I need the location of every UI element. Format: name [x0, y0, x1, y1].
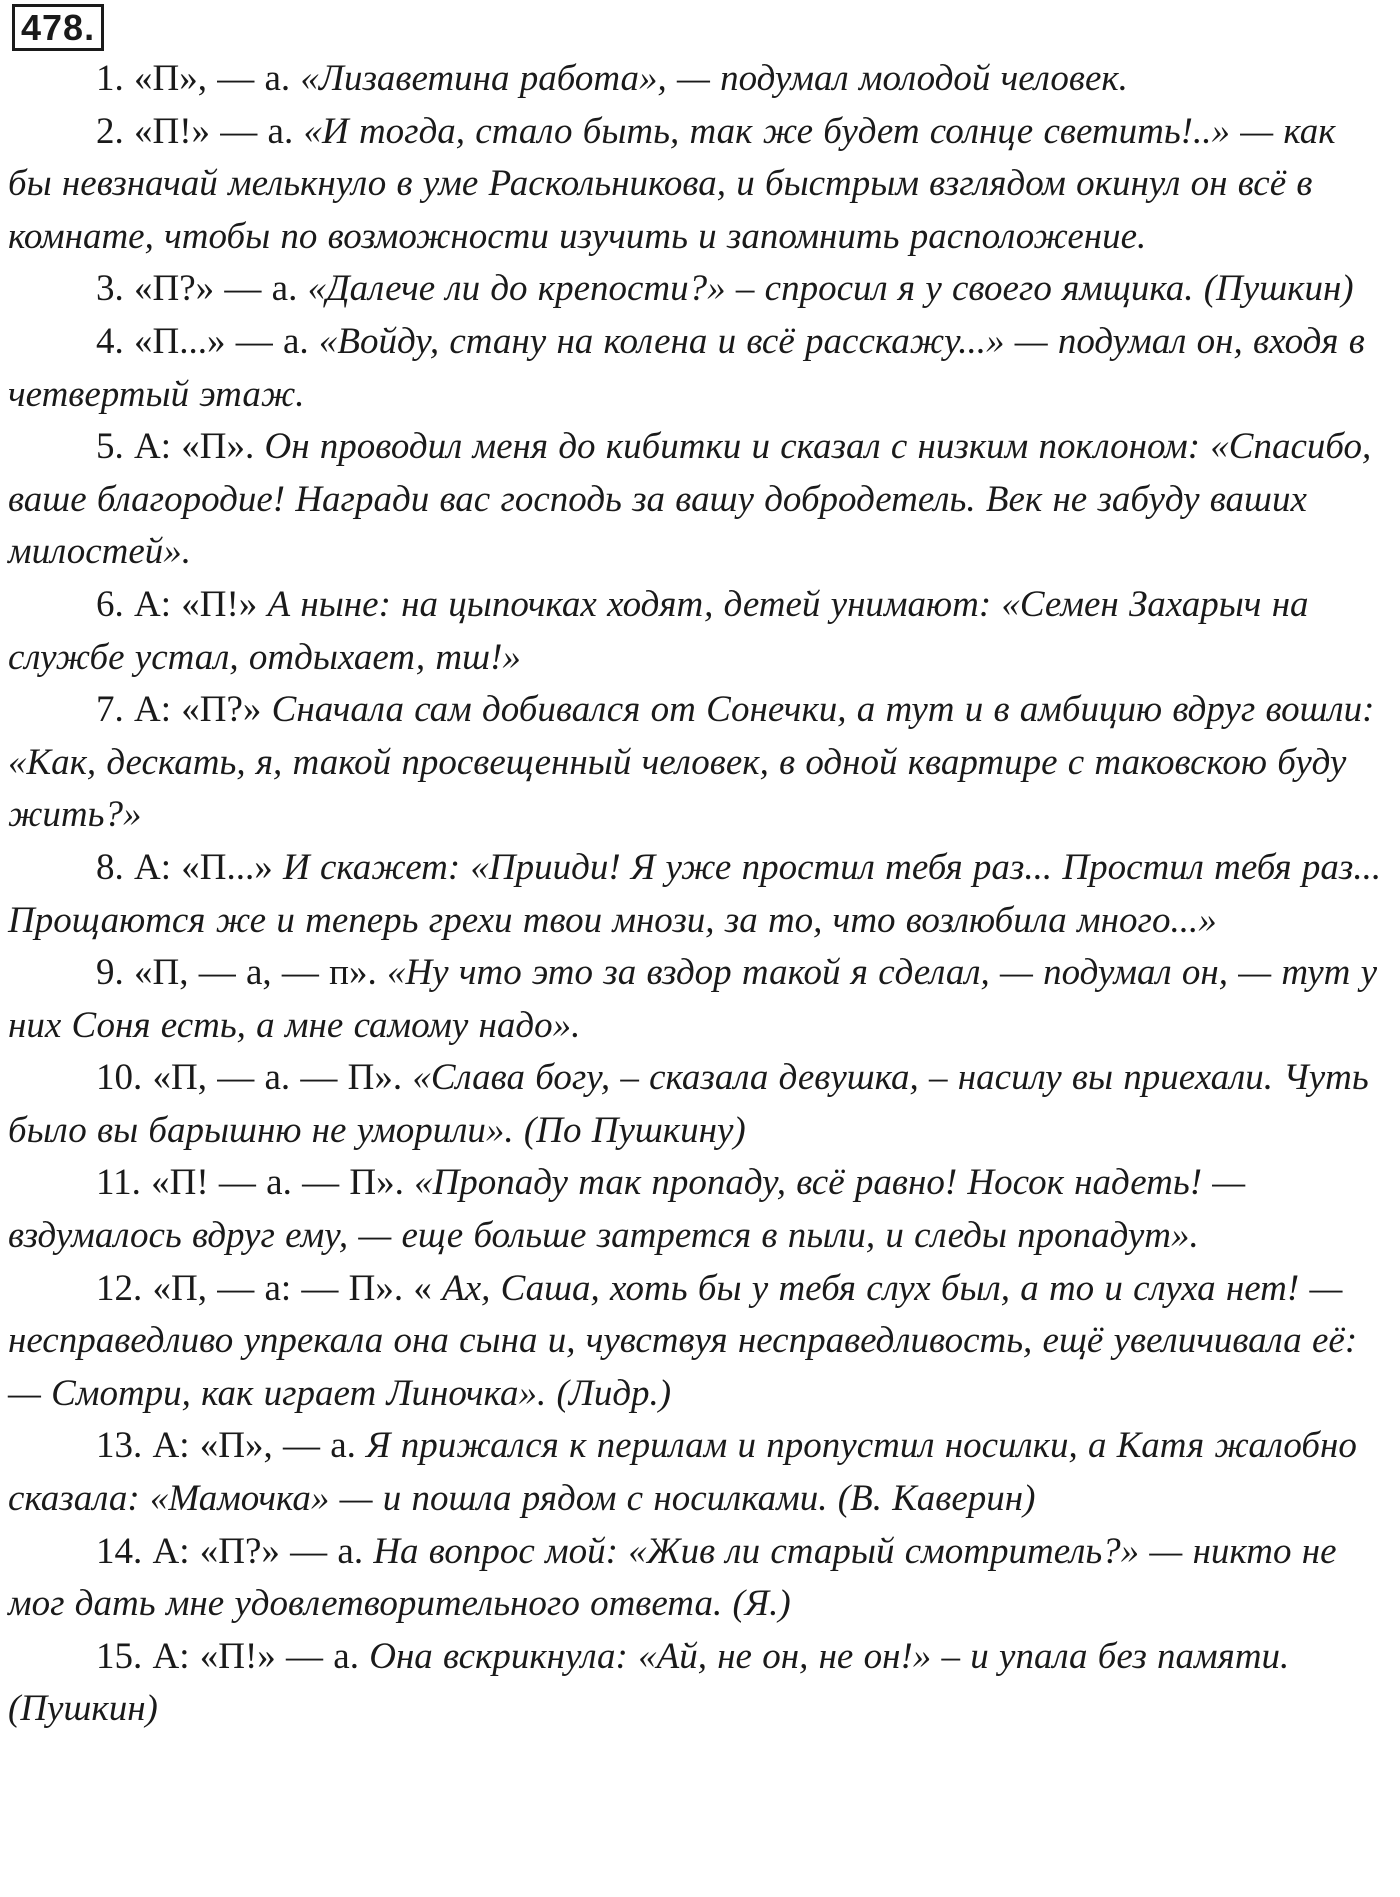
item-number: 14. [96, 1530, 143, 1572]
exercise-items [8, 53, 1386, 1736]
item-number: 15. [96, 1635, 143, 1677]
item-text: Сначала сам добивался от Сонечки, а тут и в амбицию вдруг вошли: «Как, дескать, я, такой просвещенный человек, в одной квартире с таковскою буду жить?» [8, 689, 1375, 836]
item-text: «Ну что это за вздор такой я сделал, — подумал он, — тут у них Соня есть, а мне самому надо». [8, 952, 1378, 1046]
item-text: И скажет: «Прииди! Я уже простил тебя раз... Простил тебя раз... Прощаются же и теперь грехи твои мнози, за то, что возлюбила много...» [8, 846, 1382, 941]
exercise-item [8, 1263, 1386, 1421]
item-scheme: «П», — а. [134, 58, 291, 99]
item-scheme: А: «П!» — а. [152, 1635, 359, 1677]
exercise-item [8, 1420, 1386, 1525]
exercise-item [8, 579, 1386, 684]
exercise-item [8, 316, 1386, 421]
exercise-item [8, 1526, 1386, 1631]
item-text: «Слава богу, – сказала девушка, – насилу вы приехали. Чуть было вы барышню не уморили». (По Пушкину) [8, 1057, 1369, 1151]
exercise-item [8, 53, 1386, 106]
item-number: 2. [96, 110, 124, 152]
exercise-item [8, 684, 1386, 842]
item-scheme: А: «П...» [134, 846, 273, 888]
item-number: 3. [96, 268, 124, 310]
item-scheme: «П, — а: — П». « [152, 1267, 432, 1309]
exercise-item [8, 421, 1386, 579]
item-number: 13. [96, 1425, 143, 1467]
item-number: 1. [96, 58, 124, 99]
item-text: А ныне: на цыпочках ходят, детей унимают: «Семен Захарыч на службе устал, отдыхает, тш!» [8, 583, 1309, 678]
exercise-item [8, 106, 1386, 264]
item-text: «Далече ли до крепости?» – спросил я у своего ямщика. (Пушкин) [307, 268, 1354, 310]
exercise-number: 478. [12, 4, 104, 51]
exercise-item [8, 1631, 1386, 1736]
item-scheme: А: «П?» [134, 689, 262, 731]
item-text: «Лизаветина работа», — подумал молодой человек. [300, 58, 1128, 99]
item-number: 4. [96, 320, 124, 362]
item-text: «Войду, стану на колена и всё расскажу...» — подумал он, входя в четвертый этаж. [8, 320, 1365, 415]
item-scheme: А: «П?» — а. [152, 1530, 364, 1572]
exercise-item [8, 1157, 1386, 1262]
item-text: «Пропаду так пропаду, всё равно! Носок надеть! — вздумалось вдруг ему, — еще больше затрется в пыли, и следы пропадут». [8, 1162, 1246, 1257]
item-number: 6. [96, 583, 124, 625]
item-text: «И тогда, стало быть, так же будет солнце светить!..» — как бы невзначай мелькнуло в уме Раскольникова, и быстрым взглядом окинул он всё в комнате, чтобы по возможности изучить и запомнить расположение. [8, 110, 1336, 257]
item-scheme: «П, — а. — П». [152, 1057, 403, 1099]
item-scheme: А: «П!» [134, 583, 258, 625]
item-number: 8. [96, 846, 124, 888]
item-text: На вопрос мой: «Жив ли старый смотритель?» — никто не мог дать мне удовлетворительного ответа. (Я.) [8, 1530, 1337, 1625]
item-scheme: «П...» — а. [134, 320, 309, 362]
exercise-item [8, 263, 1386, 316]
item-text: Ах, Саша, хоть бы у тебя слух был, а то и слуха нет! — несправедливо упрекала она сына и, чувствуя несправедливость, ещё увеличивала её: — Смотри, как играет Линочка». (Лидр.) [8, 1267, 1358, 1414]
item-text: Она вскрикнула: «Ай, не он, не он!» – и упала без памяти. (Пушкин) [8, 1635, 1290, 1730]
item-scheme: «П! — а. — П». [151, 1162, 404, 1204]
item-scheme: «П!» — а. [134, 110, 294, 152]
item-number: 7. [96, 689, 124, 731]
item-text: Я прижался к перилам и пропустил носилки, а Катя жалобно сказала: «Мамочка» — и пошла рядом с носилками. (В. Каверин) [8, 1425, 1357, 1520]
item-number: 12. [96, 1267, 143, 1309]
item-number: 11. [96, 1162, 141, 1204]
item-text: Он проводил меня до кибитки и сказал с низким поклоном: «Спасибо, ваше благородие! Награди вас господь за вашу добродетель. Век не забуду ваших милостей». [8, 426, 1372, 573]
item-number: 10. [96, 1057, 143, 1099]
item-scheme: А: «П». [134, 426, 255, 468]
item-scheme: «П, — а, — п». [134, 952, 377, 994]
item-number: 5. [96, 426, 124, 468]
item-scheme: А: «П», — а. [152, 1425, 356, 1467]
exercise-item [8, 842, 1386, 947]
exercise-item [8, 947, 1386, 1052]
exercise-item [8, 1052, 1386, 1157]
item-scheme: «П?» — а. [134, 268, 298, 310]
item-number: 9. [96, 952, 124, 994]
